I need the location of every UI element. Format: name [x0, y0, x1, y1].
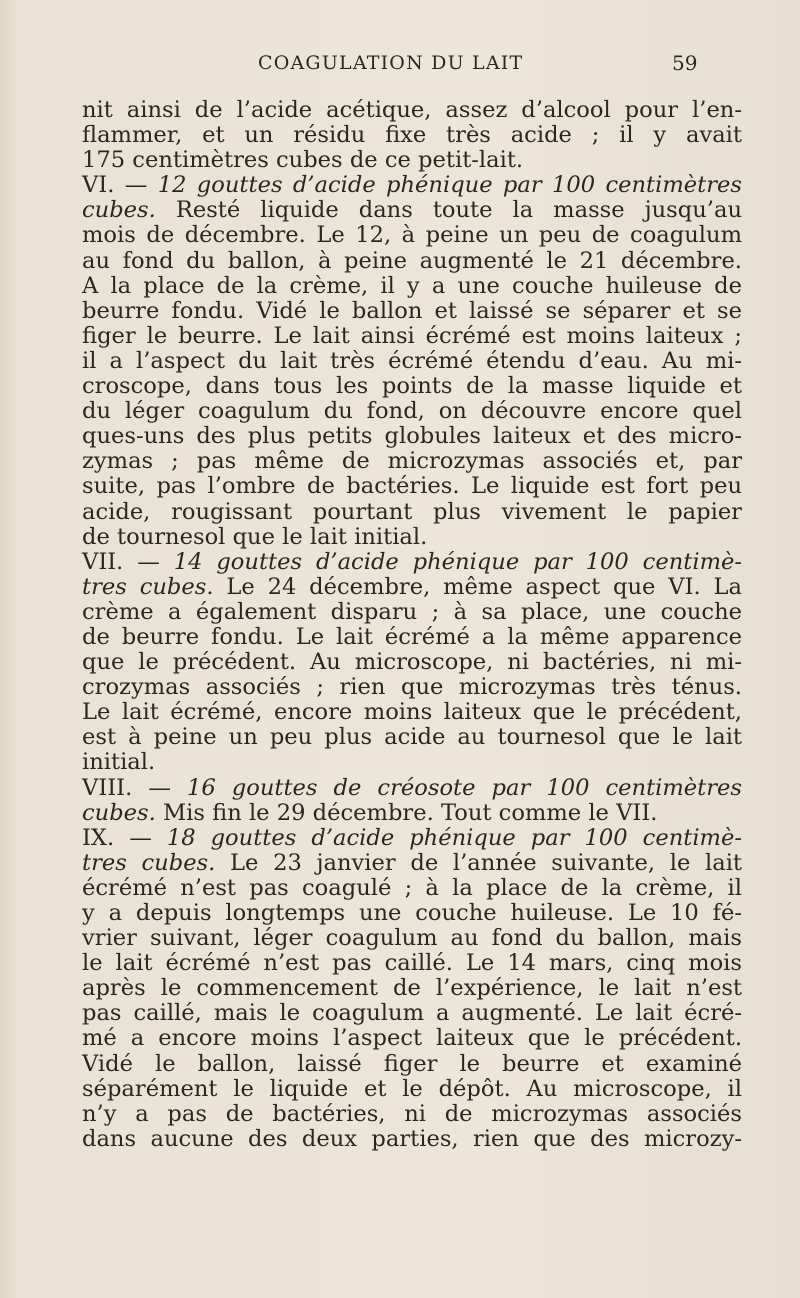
text-line [82, 249, 742, 274]
text-line [82, 776, 742, 801]
line-text: initial. [82, 749, 156, 776]
text-line [82, 1102, 742, 1127]
line-text: acide, rougissant pourtant plus vivement le papier [82, 498, 742, 525]
text-line [82, 223, 742, 248]
line-text: Mis fin le 29 décembre. Tout comme le VII. [155, 799, 658, 826]
text-line [82, 98, 742, 123]
italic-text: 16 gouttes de créosote par 100 centimètres [186, 774, 743, 801]
italic-text: 12 gouttes d’acide phénique par 100 centimètres [157, 172, 742, 199]
line-text: que le précédent. Au microscope, ni bactéries, ni mi- [82, 649, 742, 676]
body-text [82, 98, 742, 1152]
section-number: IX. — [82, 824, 167, 851]
italic-text: cubes. [82, 197, 156, 224]
italic-text: 18 gouttes d’acide phénique par 100 centimè- [166, 824, 742, 851]
text-line [82, 399, 742, 424]
text-line [82, 1001, 742, 1026]
line-text: croscope, dans tous les points de la masse liquide et [82, 373, 742, 400]
text-line [82, 976, 742, 1001]
text-line [82, 1026, 742, 1051]
text-line [82, 324, 742, 349]
text-line [82, 299, 742, 324]
text-line [82, 123, 742, 148]
line-text: dans aucune des deux parties, rien que des microzy- [82, 1125, 742, 1152]
section-number: VIII. — [82, 774, 187, 801]
line-text: est à peine un peu plus acide au tournesol que le lait [82, 724, 742, 751]
line-text: Vidé le ballon, laissé figer le beurre et examiné [82, 1050, 742, 1077]
text-line [82, 500, 742, 525]
line-text: le lait écrémé n’est pas caillé. Le 14 mars, cinq mois [82, 950, 742, 977]
text-line [82, 349, 742, 374]
italic-text: tres cubes. [82, 573, 214, 600]
text-line [82, 750, 742, 775]
text-line [82, 625, 742, 650]
line-text: pas caillé, mais le coagulum a augmenté. Le lait écré- [82, 1000, 742, 1027]
section-number: VI. — [82, 172, 158, 199]
text-line [82, 474, 742, 499]
text-line [82, 575, 742, 600]
section-number: VII. — [82, 548, 174, 575]
line-text: figer le beurre. Le lait ainsi écrémé est moins laiteux ; [82, 322, 742, 349]
line-text: du léger coagulum du fond, on découvre encore quel [82, 398, 742, 425]
line-text: Resté liquide dans toute la masse jusqu’au [155, 197, 742, 224]
line-text: flammer, et un résidu fixe très acide ; il y avait [82, 122, 742, 149]
text-line [82, 1052, 742, 1077]
line-text: il a l’aspect du lait très écrémé étendu d’eau. Au mi- [82, 347, 742, 374]
page-number: 59 [672, 51, 698, 75]
line-text: crème a également disparu ; à sa place, une couche [82, 598, 742, 625]
text-line [82, 700, 742, 725]
running-head [0, 48, 800, 78]
line-text: Le 23 janvier de l’année suivante, le lait [215, 849, 743, 876]
line-text: vrier suivant, léger coagulum au fond du ballon, mais [82, 925, 742, 952]
line-text: ques-uns des plus petits globules laiteux et des micro- [82, 423, 742, 450]
line-text: écrémé n’est pas coagulé ; à la place de la crème, il [82, 874, 742, 901]
line-text: Le lait écrémé, encore moins laiteux que le précédent, [82, 699, 742, 726]
running-title: COAGULATION DU LAIT [258, 52, 524, 74]
text-line [82, 525, 742, 550]
line-text: de beurre fondu. Le lait écrémé a la même apparence [82, 623, 742, 650]
text-line [82, 449, 742, 474]
line-text: de tournesol que le lait initial. [82, 523, 428, 550]
text-line [82, 424, 742, 449]
text-line [82, 1127, 742, 1152]
line-text: zymas ; pas même de microzymas associés et, par [82, 448, 742, 475]
text-line [82, 198, 742, 223]
line-text: séparément le liquide et le dépôt. Au microscope, il [82, 1075, 742, 1102]
line-text: au fond du ballon, à peine augmenté le 21 décembre. [82, 247, 742, 274]
text-line [82, 173, 742, 198]
text-line [82, 826, 742, 851]
text-line [82, 675, 742, 700]
line-text: A la place de la crème, il y a une couche huileuse de [82, 272, 742, 299]
text-line [82, 550, 742, 575]
line-text: mois de décembre. Le 12, à peine un peu de coagulum [82, 222, 742, 249]
line-text: n’y a pas de bactéries, ni de microzymas associés [82, 1100, 742, 1127]
text-line [82, 650, 742, 675]
text-line [82, 876, 742, 901]
line-text: mé a encore moins l’aspect laiteux que le précédent. [82, 1025, 742, 1052]
line-text: suite, pas l’ombre de bactéries. Le liquide est fort peu [82, 473, 742, 500]
text-line [82, 1077, 742, 1102]
text-line [82, 926, 742, 951]
text-line [82, 725, 742, 750]
italic-text: tres cubes. [82, 849, 216, 876]
text-line [82, 274, 742, 299]
text-line [82, 801, 742, 826]
line-text: nit ainsi de l’acide acétique, assez d’alcool pour l’en- [82, 97, 742, 123]
line-text: y a depuis longtemps une couche huileuse. Le 10 fé- [82, 900, 742, 926]
line-text: Le 24 décembre, même aspect que VI. La [213, 573, 743, 600]
line-text: 175 centimètres cubes de ce petit-lait. [82, 147, 524, 174]
text-line [82, 148, 742, 173]
text-line [82, 374, 742, 399]
text-line [82, 600, 742, 625]
text-line [82, 901, 742, 926]
italic-text: cubes. [82, 799, 156, 826]
text-line [82, 851, 742, 876]
italic-text: 14 gouttes d’acide phénique par 100 centimè- [173, 548, 742, 575]
line-text: après le commencement de l’expérience, le lait n’est [82, 975, 742, 1002]
line-text: beurre fondu. Vidé le ballon et laissé se séparer et se [82, 297, 742, 324]
line-text: crozymas associés ; rien que microzymas très ténus. [82, 674, 742, 701]
text-line [82, 951, 742, 976]
